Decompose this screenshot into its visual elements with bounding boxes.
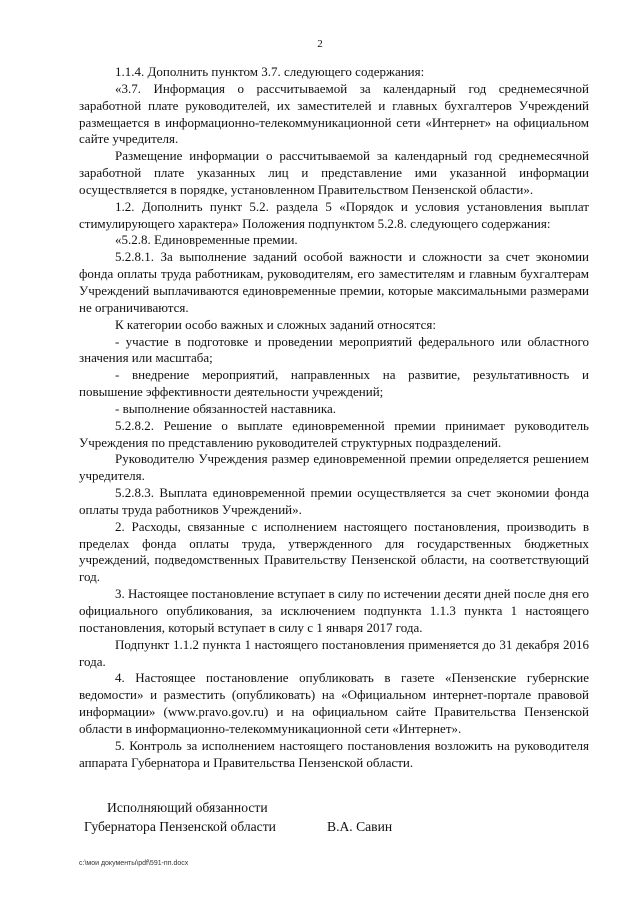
footer-file-path: c:\мои документы\pdf\591-пп.docx	[79, 860, 189, 867]
paragraph: «3.7. Информация о рассчитываемой за календарный год среднемесячной заработной плате руководителей, их заместителей и главных бухгалтеров Учреждений размещается в информационно-телекоммуникационной сети «Интернет» на официальном сайте учредителя.	[79, 80, 589, 147]
paragraph: - участие в подготовке и проведении мероприятий федерального или областного значения или масштаба;	[79, 333, 589, 366]
paragraph: «5.2.8. Единовременные премии.	[115, 232, 298, 248]
paragraph: 4. Настоящее постановление опубликовать в газете «Пензенские губернские ведомости» и разместить (опубликовать) на «Официальном интернет-портале правовой информации» (www.pravo.gov.ru) и на официальном сайте Правительства Пензенской области в информационно-телекоммуникационной сети «Интернет».	[79, 670, 589, 736]
paragraph: 5. Контроль за исполнением настоящего постановления возложить на руководителя аппарата Губернатора и Правительства Пензенской области.	[79, 737, 589, 770]
paragraph: К категории особо важных и сложных заданий относятся:	[115, 316, 436, 332]
signature-name: В.А. Савин	[327, 819, 393, 834]
paragraph: Подпункт 1.1.2 пункта 1 настоящего постановления применяется до 31 декабря 2016 года.	[79, 636, 589, 669]
paragraph: 3. Настоящее постановление вступает в силу по истечении десяти дней после дня его официального опубликования, за исключением подпункта 1.1.3 пункта 1 настоящего постановления, который вступает в силу с 1 января 2017 года.	[79, 586, 589, 635]
paragraph: Руководителю Учреждения размер единовременной премии определяется решением учредителя.	[79, 451, 589, 484]
paragraph: 5.2.8.1. За выполнение заданий особой важности и сложности за счет экономии фонда оплаты труда работникам, руководителям, его заместителям и главным бухгалтерам Учреждений выплачиваются единовременные премии, которые максимальными размерами не ограничиваются.	[79, 249, 589, 315]
paragraph: 5.2.8.2. Решение о выплате единовременной премии принимает руководитель Учреждения по представлению руководителей структурных подразделений.	[79, 417, 589, 450]
paragraph: 5.2.8.3. Выплата единовременной премии осуществляется за счет экономии фонда оплаты труда работников Учреждений».	[79, 485, 589, 517]
paragraph: Размещение информации о рассчитываемой за календарный год среднемесячной заработной плате указанных лиц и представление ими указанной информации осуществляется в порядке, установленном Правительством Пензенской области».	[79, 148, 589, 197]
paragraph: 1.2. Дополнить пункт 5.2. раздела 5 «Порядок и условия установления выплат стимулирующего характера» Положения подпунктом 5.2.8. следующего содержания:	[79, 198, 589, 231]
paragraph: 1.1.4. Дополнить пунктом 3.7. следующего содержания:	[115, 64, 425, 79]
signature-title-line1: Исполняющий обязанности	[107, 800, 268, 815]
paragraph: - выполнение обязанностей наставника.	[115, 400, 337, 416]
signature-title-line2: Губернатора Пензенской области	[84, 819, 276, 834]
document-body	[79, 64, 589, 771]
page-number: 2	[317, 38, 323, 50]
paragraph: 2. Расходы, связанные с исполнением настоящего постановления, производить в пределах фонда оплаты труда, утвержденного для государственных бюджетных учреждений, подведомственных Правительству Пензенской области, на соответствующий год.	[79, 518, 589, 585]
paragraph: - внедрение мероприятий, направленных на развитие, результативность и повышение эффективности деятельности учреждений;	[79, 367, 589, 400]
